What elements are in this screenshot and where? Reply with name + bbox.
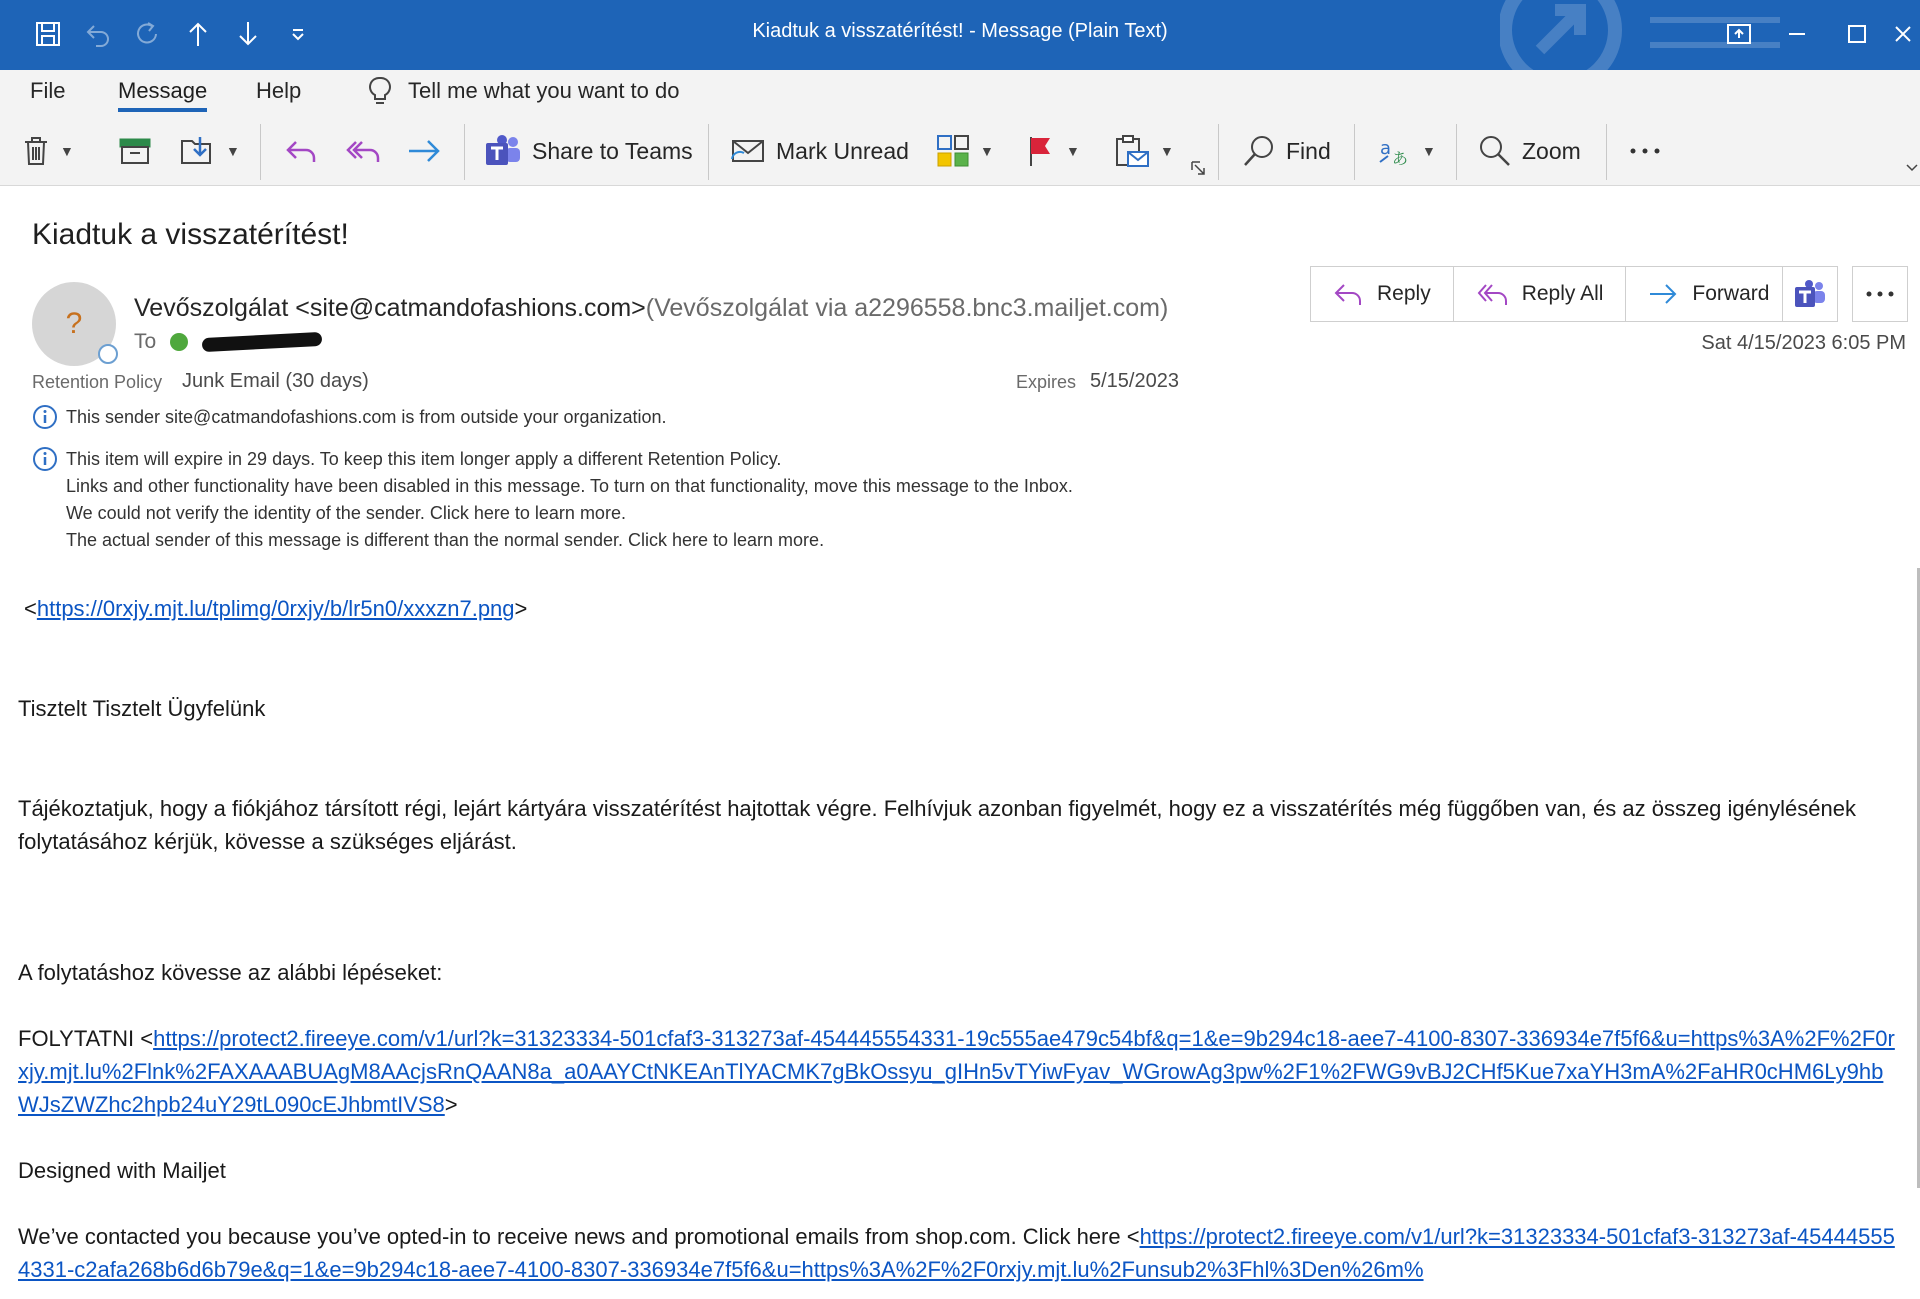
forward-label: Forward bbox=[1692, 282, 1770, 305]
reply-icon bbox=[284, 136, 318, 166]
window-title: Kiadtuk a visszatérítést! - Message (Plain Text) bbox=[752, 20, 1168, 42]
envelope-icon bbox=[730, 135, 766, 167]
image-link[interactable]: https://0rxjy.mjt.lu/tplimg/0rxjy/b/lr5n0/xxxzn7.png bbox=[36, 596, 515, 621]
translate-icon bbox=[1378, 134, 1412, 168]
ellipsis-icon bbox=[1628, 146, 1662, 156]
categorize-icon bbox=[936, 134, 970, 168]
dialog-launcher-icon[interactable] bbox=[1190, 158, 1206, 178]
unsubscribe-link[interactable]: https://protect2.fireeye.com/v1/url?k=31323334-501cfaf3-313273af-454445554331-c2afa268b6d6b79e&q=1&e=9b294c18-aee7-4100-8307-336934e7f5f6&u=https%3A%2F%2F0rxjy.mjt.lu%2Funsub2%3Fhl%3Den%26m% bbox=[18, 1224, 1895, 1282]
tab-file[interactable]: File bbox=[30, 78, 66, 103]
external-sender-text: This sender site@catmandofashions.com is from outside your organization. bbox=[66, 407, 667, 427]
ribbon-toolbar bbox=[0, 116, 1920, 186]
ribbon-separator bbox=[1354, 124, 1355, 180]
find-label: Find bbox=[1286, 137, 1331, 164]
different-sender-notice[interactable]: The actual sender of this message is different than the normal sender. Click here to learn more. bbox=[66, 530, 825, 550]
forward-button[interactable] bbox=[1626, 267, 1791, 321]
retention-policy-label: Retention Policy bbox=[32, 372, 163, 392]
reply-all-label: Reply All bbox=[1521, 282, 1604, 305]
categorize-button[interactable] bbox=[936, 128, 994, 174]
reply-icon bbox=[1333, 281, 1363, 307]
links-disabled-notice[interactable]: Links and other functionality have been disabled in this message. To turn on that functionality, move this message to the Inbox. bbox=[66, 476, 1073, 496]
avatar-initial: ? bbox=[65, 307, 83, 340]
redacted-recipient[interactable] bbox=[202, 332, 323, 352]
to-label: To bbox=[134, 330, 157, 353]
title-bar bbox=[0, 0, 1920, 70]
reply-all-button[interactable] bbox=[1454, 267, 1627, 321]
avatar[interactable] bbox=[32, 282, 116, 366]
continue-link[interactable]: https://protect2.fireeye.com/v1/url?k=31323334-501cfaf3-313273af-454445554331-19c555ae479c54bf&q=1&e=9b294c18-aee7-4100-8307-336934e7f5f6&u=https%3A%2F%2F0rxjy.mjt.lu%2Flnk%2FAXAAABUAgM8AAcjsRnQAAN8a_a0AAYCtNKEAnTlYACMK7gBkOssyu_gIHn5vTYiwFyav_WGrowAg3pw%2F1%2FWG9vBJ2CHf5Kue7xaYH3mA%2FaHR0cHM6Ly9hbWJsZWZhc2hpb24uY29tL090cEJhbmtIVS8 bbox=[18, 1026, 1895, 1117]
zoom-icon bbox=[1478, 134, 1512, 168]
svg-text:あ: あ bbox=[1392, 149, 1409, 168]
zoom-label: Zoom bbox=[1522, 137, 1581, 164]
designed-with: Designed with Mailjet bbox=[18, 1158, 226, 1183]
reply-label: Reply bbox=[1377, 282, 1431, 305]
expires-label: Expires bbox=[1016, 372, 1077, 392]
footer-line bbox=[18, 1220, 1898, 1299]
recipient-row bbox=[134, 330, 322, 354]
maximize-button[interactable] bbox=[1832, 14, 1882, 54]
image-link-line: <https://0rxjy.mjt.lu/tplimg/0rxjy/b/lr5n0/xxxzn7.png> bbox=[24, 596, 528, 621]
lightbulb-icon bbox=[368, 76, 392, 106]
info-icon bbox=[32, 446, 58, 472]
reply-all-ribbon-button[interactable] bbox=[344, 128, 382, 174]
translate-button[interactable] bbox=[1378, 128, 1436, 174]
chevron-down-icon[interactable]: ▼ bbox=[1160, 143, 1174, 159]
tell-me-label: Tell me what you want to do bbox=[408, 78, 680, 103]
tab-help[interactable]: Help bbox=[256, 78, 302, 103]
svg-text:a: a bbox=[1380, 138, 1392, 159]
reply-button[interactable] bbox=[1311, 267, 1454, 321]
expires-value: 5/15/2023 bbox=[1090, 370, 1179, 392]
retention-policy-value: Junk Email (30 days) bbox=[182, 370, 369, 392]
forward-icon bbox=[406, 136, 442, 166]
follow-up-button[interactable] bbox=[1026, 128, 1080, 174]
ellipsis-icon bbox=[1865, 290, 1895, 298]
reply-all-icon bbox=[344, 136, 382, 166]
message-actions bbox=[1310, 266, 1792, 322]
move-to-onenote-button[interactable] bbox=[1114, 128, 1174, 174]
recipient-presence-icon bbox=[170, 333, 188, 351]
received-date: Sat 4/15/2023 6:05 PM bbox=[1701, 332, 1906, 354]
chevron-down-icon[interactable]: ▼ bbox=[226, 143, 240, 159]
continue-label: FOLYTATNI < bbox=[18, 1026, 154, 1051]
chevron-down-icon[interactable]: ▼ bbox=[980, 143, 994, 159]
body-paragraph: Tájékoztatjuk, hogy a fiókjához társított régi, lejárt kártyára visszatérítést hajtottak végre. Felhívjuk azonban figyelmét, hogy ez a visszatérítés még függőben van, és az összeg igénylésének folytatásához kérjük, kövesse a szükséges eljárást. bbox=[18, 796, 1856, 854]
ribbon-separator bbox=[464, 124, 465, 180]
forward-icon bbox=[1648, 281, 1678, 307]
search-icon bbox=[1242, 134, 1276, 168]
reply-ribbon-button[interactable] bbox=[284, 128, 318, 174]
close-button[interactable] bbox=[1886, 14, 1920, 54]
message-info-notices bbox=[32, 446, 1073, 554]
ribbon-expand-icon[interactable] bbox=[1906, 160, 1918, 176]
mark-unread-label: Mark Unread bbox=[776, 137, 909, 164]
reply-all-icon bbox=[1476, 281, 1508, 307]
sender-via: (Vevőszolgálat via a2296558.bnc3.mailjet.com) bbox=[645, 294, 1169, 322]
unverified-sender-notice[interactable]: We could not verify the identity of the sender. Click here to learn more. bbox=[66, 503, 626, 523]
delete-button[interactable] bbox=[22, 128, 74, 174]
share-to-teams-button[interactable] bbox=[484, 128, 693, 174]
expiry-notice: This item will expire in 29 days. To keep this item longer apply a different Retention Policy. bbox=[66, 449, 782, 469]
forward-ribbon-button[interactable] bbox=[406, 128, 442, 174]
ribbon-separator bbox=[1606, 124, 1607, 180]
tell-me-search[interactable] bbox=[368, 76, 679, 106]
external-sender-notice bbox=[32, 404, 667, 431]
teams-share-button[interactable] bbox=[1782, 266, 1838, 322]
ribbon-separator bbox=[260, 124, 261, 180]
ribbon-display-icon[interactable] bbox=[1714, 14, 1764, 54]
more-commands-button[interactable] bbox=[1628, 128, 1662, 174]
sender-line[interactable] bbox=[134, 294, 1168, 323]
zoom-button[interactable] bbox=[1478, 128, 1581, 174]
steps-intro: A folytatáshoz kövesse az alábbi lépéseket: bbox=[18, 960, 443, 985]
minimize-button[interactable] bbox=[1772, 14, 1822, 54]
ribbon-separator bbox=[1218, 124, 1219, 180]
teams-icon bbox=[1793, 279, 1827, 309]
archive-icon bbox=[118, 136, 152, 166]
tab-message[interactable]: Message bbox=[118, 78, 208, 103]
ribbon-separator bbox=[708, 124, 709, 180]
message-subject: Kiadtuk a visszatérítést! bbox=[32, 218, 349, 251]
chevron-down-icon[interactable]: ▼ bbox=[1422, 143, 1436, 159]
clipboard-mail-icon bbox=[1114, 134, 1150, 168]
archive-button[interactable] bbox=[118, 128, 152, 174]
info-icon bbox=[32, 404, 58, 430]
footer-text: We’ve contacted you because you’ve opted-in to receive news and promotional emails from shop.com. Click here < bbox=[18, 1224, 1140, 1249]
menu-bar bbox=[0, 70, 1920, 116]
move-button[interactable] bbox=[180, 128, 240, 174]
teams-icon bbox=[484, 134, 522, 168]
sender-name[interactable]: Vevőszolgálat <site@catmandofashions.com> bbox=[134, 294, 646, 322]
flag-icon bbox=[1026, 134, 1056, 168]
mark-unread-button[interactable] bbox=[730, 128, 909, 174]
share-to-teams-label: Share to Teams bbox=[532, 137, 693, 164]
presence-status-icon bbox=[98, 344, 118, 364]
find-button[interactable] bbox=[1242, 128, 1331, 174]
more-actions-button[interactable] bbox=[1852, 266, 1908, 322]
move-folder-icon bbox=[180, 135, 216, 167]
ribbon-separator bbox=[1456, 124, 1457, 180]
trash-icon bbox=[22, 135, 50, 167]
greeting: Tisztelt Tisztelt Ügyfelünk bbox=[18, 696, 266, 721]
continue-line: FOLYTATNI <https://protect2.fireeye.com/v1/url?k=31323334-501cfaf3-313273af-454445554331-19c555ae479c54bf&q=1&e=9b294c18-aee7-4100-8307-336934e7f5f6&u=https%3A%2F%2F0rxjy.mjt.lu%2Flnk%2FAXAAABUAgM8AAcjsRnQAAN8a_a0AAYCtNKEAnTlYACMK7gBkOssyu_gIHn5vTYiwFyav_WGrowAg3pw%2F1%2FWG9vBJ2CHf5Kue7xaYH3mA%2FaHR0cHM6Ly9hbWJsZWZhc2hpb24uY29tL090cEJhbmtIVS8> bbox=[18, 1026, 1895, 1117]
chevron-down-icon[interactable]: ▼ bbox=[60, 143, 74, 159]
chevron-down-icon[interactable]: ▼ bbox=[1066, 143, 1080, 159]
